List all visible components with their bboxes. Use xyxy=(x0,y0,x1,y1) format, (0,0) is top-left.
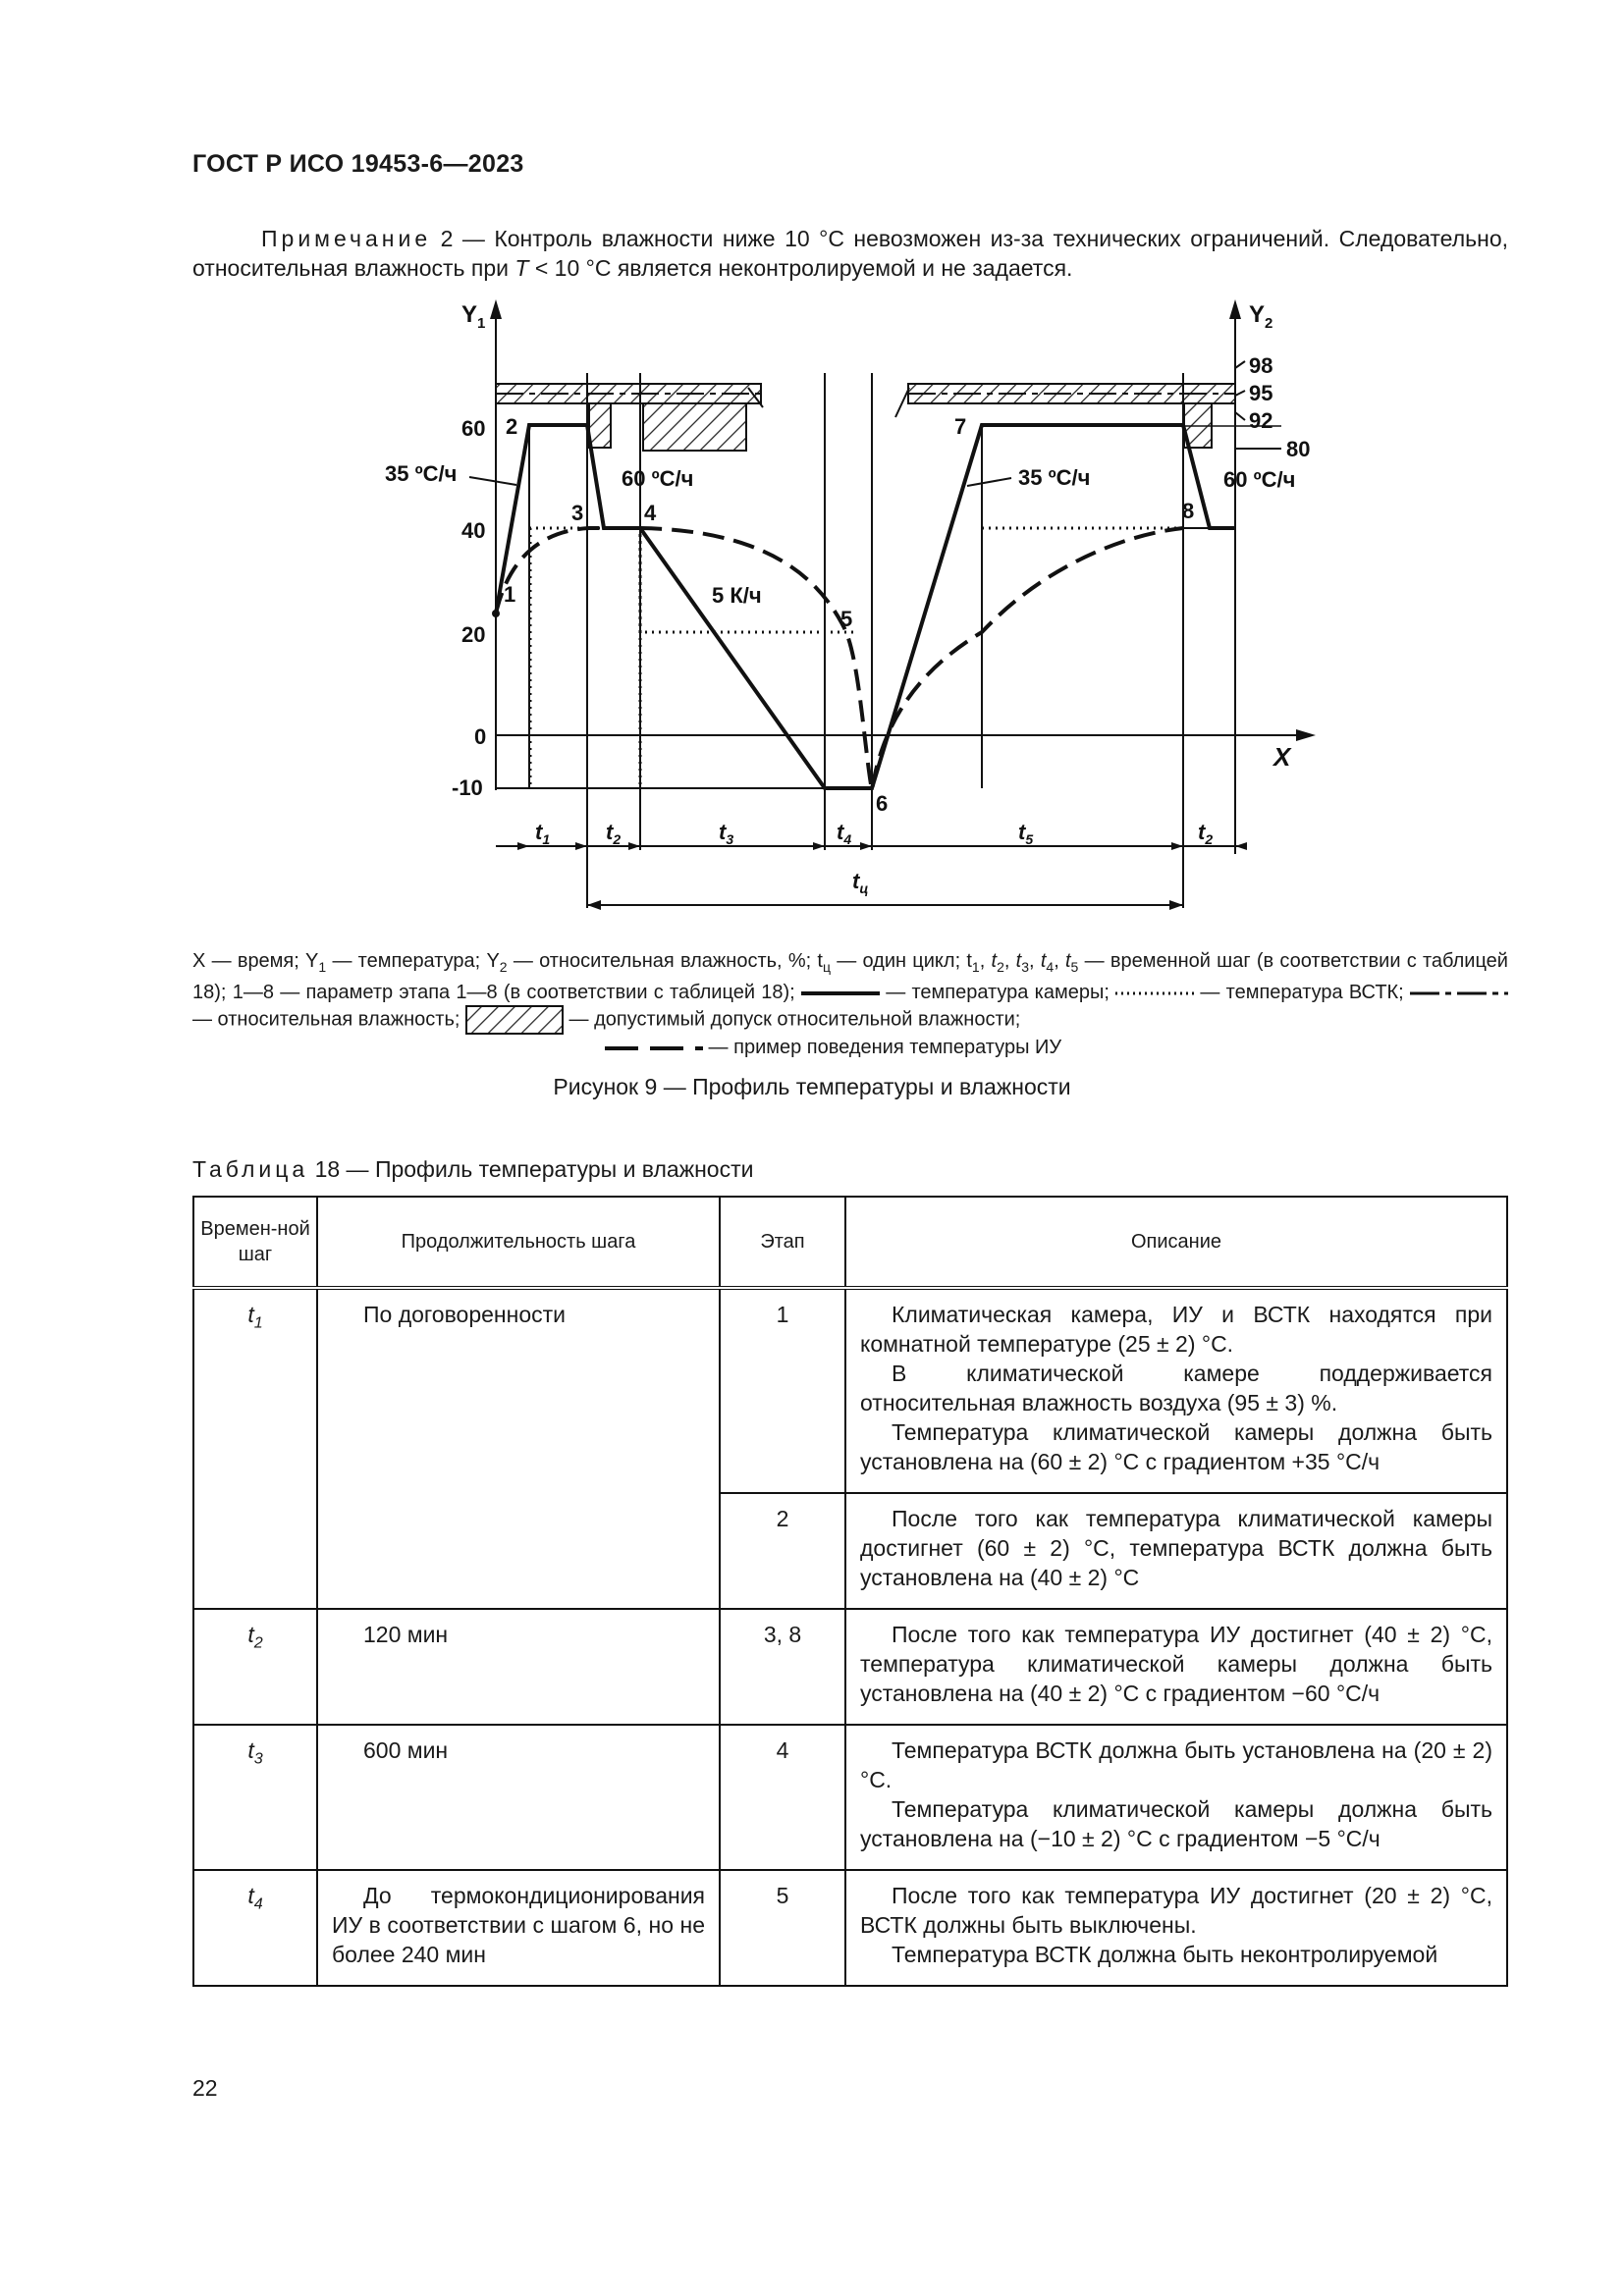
x-label: X xyxy=(1273,742,1291,772)
dut-temperature-curve xyxy=(496,528,1183,790)
rate-label: 60 ºС/ч xyxy=(1223,467,1296,492)
column-header: Описание xyxy=(845,1197,1507,1288)
stage-point: 2 xyxy=(506,414,518,439)
rh-tolerance-drop xyxy=(643,403,746,451)
table-row xyxy=(193,1725,1507,1870)
step-label: $t_4$ xyxy=(837,820,852,847)
y1-label: $Y_1$ xyxy=(461,301,486,332)
step-cell: $t_2$ xyxy=(193,1609,317,1725)
legend-dashed-symbol xyxy=(605,1044,703,1052)
y-tick: 0 xyxy=(474,724,487,749)
figure-legend: X — время; $Y_1$ — температура; $Y_2$ — относительная влажность, %; $t_ц$ — один цикл; $t_1$, $t_2$, $t_3$, $t_4$, $t_5$ — временной шаг (в соответствии с таблицей 18); 1—8 — параметр этапа 1—8 (в соответствии с таблицей 18); — температура камеры; — температура ВСТК; — относительная влажность; — допустимый допуск относительной влажности; — пример поведения температуры ИУ xyxy=(192,950,1508,1058)
step-label: $t_3$ xyxy=(719,820,734,847)
legend-dotted-symbol xyxy=(1115,989,1194,997)
note-paragraph xyxy=(192,224,1508,283)
y1-arrow xyxy=(490,299,502,319)
note-label: Примечание xyxy=(261,226,432,251)
rh-tolerance-band xyxy=(496,384,761,403)
stage-point: 7 xyxy=(954,414,967,439)
y-tick: 40 xyxy=(461,518,486,543)
note-t-symbol: T xyxy=(514,255,529,281)
temperature-humidity-figure xyxy=(0,285,1624,942)
description-cell: Климатическая камера, ИУ и ВСТК находятся при комнатной температуре (25 ± 2) °С. В климатической камере поддерживается относительная влажность воздуха (95 ± 3) %. Температура климатической камеры должна быть установлена на (60 ± 2) °С с градиентом +35 °С/ч xyxy=(845,1288,1507,1493)
stage-point: 5 xyxy=(840,607,853,631)
note-text-a: 2 — Контроль влажности ниже 10 °С невозможен из-за технических ограничений. Следовательно, относительная влажность при xyxy=(192,226,1508,281)
stage-cell: 5 xyxy=(720,1870,845,1986)
rate-label: 5 К/ч xyxy=(712,583,762,608)
table-caption: Таблица 18 — Профиль температуры и влажности xyxy=(192,1156,754,1182)
stage-point: 1 xyxy=(504,582,516,607)
cycle-label: $t_ц$ xyxy=(852,869,869,896)
rh-tick: 98 xyxy=(1249,353,1273,378)
stage-point: 6 xyxy=(876,791,889,816)
stage-cell: 2 xyxy=(720,1493,845,1609)
note-text-b: < 10 °С является неконтролируемой и не задается. xyxy=(528,255,1073,281)
stage-cell: 4 xyxy=(720,1725,845,1870)
figure-caption: Рисунок 9 — Профиль температуры и влажности xyxy=(553,1074,1071,1099)
rh-tick: 95 xyxy=(1249,381,1273,405)
table-row xyxy=(193,1288,1507,1493)
duration-cell: По договоренности xyxy=(317,1288,720,1609)
column-header: Времен-ной шаг xyxy=(193,1197,317,1288)
duration-cell: 600 мин xyxy=(317,1725,720,1870)
table-row xyxy=(193,1609,1507,1725)
rh-tick: 80 xyxy=(1286,437,1311,461)
profile-table xyxy=(192,1196,1508,1987)
y-tick: 20 xyxy=(461,622,486,647)
stage-cell: 3, 8 xyxy=(720,1609,845,1725)
description-cell: После того как температура ИУ достигнет (40 ± 2) °С, температура климатической камеры должна быть установлена на (40 ± 2) °С с градиентом −60 °С/ч xyxy=(845,1609,1507,1725)
table-row xyxy=(193,1870,1507,1986)
y-tick: -10 xyxy=(452,775,483,800)
y2-arrow xyxy=(1229,299,1241,319)
rate-label: 35 ºС/ч xyxy=(1018,465,1091,490)
column-header: Продолжительность шага xyxy=(317,1197,720,1288)
step-label: $t_1$ xyxy=(535,820,551,847)
description-cell: После того как температура климатической камеры достигнет (60 ± 2) °С, температура ВСТК должна быть установлена на (40 ± 2) °С xyxy=(845,1493,1507,1609)
legend-dashdot-symbol xyxy=(1410,989,1508,997)
x-arrow xyxy=(1296,729,1316,741)
step-label: $t_2$ xyxy=(1198,820,1214,847)
description-cell: Температура ВСТК должна быть установлена на (20 ± 2) °С. Температура климатической камеры должна быть установлена на (−10 ± 2) °С с градиентом −5 °С/ч xyxy=(845,1725,1507,1870)
y-tick: 60 xyxy=(461,416,486,441)
column-header: Этап xyxy=(720,1197,845,1288)
rh-tick: 92 xyxy=(1249,408,1273,433)
stage-cell: 1 xyxy=(720,1288,845,1493)
y2-label: $Y_2$ xyxy=(1249,301,1273,332)
step-cell: $t_3$ xyxy=(193,1725,317,1870)
document-header: ГОСТ Р ИСО 19453-6—2023 xyxy=(192,150,524,178)
rh-tolerance-drop xyxy=(589,403,611,448)
step-label: $t_2$ xyxy=(606,820,622,847)
legend-solid-symbol xyxy=(801,989,880,997)
rate-label: 60 ºС/ч xyxy=(622,466,694,491)
step-cell: $t_1$ xyxy=(193,1288,317,1609)
legend-hatch-symbol xyxy=(465,1005,564,1035)
description-cell: После того как температура ИУ достигнет (20 ± 2) °С, ВСТК должны быть выключены. Температура ВСТК должна быть неконтролируемой xyxy=(845,1870,1507,1986)
stage-point: 3 xyxy=(571,501,584,525)
page-number: 22 xyxy=(192,2075,218,2101)
stage-point: 8 xyxy=(1182,499,1195,523)
duration-cell: До термокондиционирования ИУ в соответствии с шагом 6, но не более 240 мин xyxy=(317,1870,720,1986)
step-label: $t_5$ xyxy=(1018,820,1034,847)
stage-point: 4 xyxy=(644,501,657,525)
duration-cell: 120 мин xyxy=(317,1609,720,1725)
step-cell: $t_4$ xyxy=(193,1870,317,1986)
rate-label: 35 ºС/ч xyxy=(385,461,458,486)
